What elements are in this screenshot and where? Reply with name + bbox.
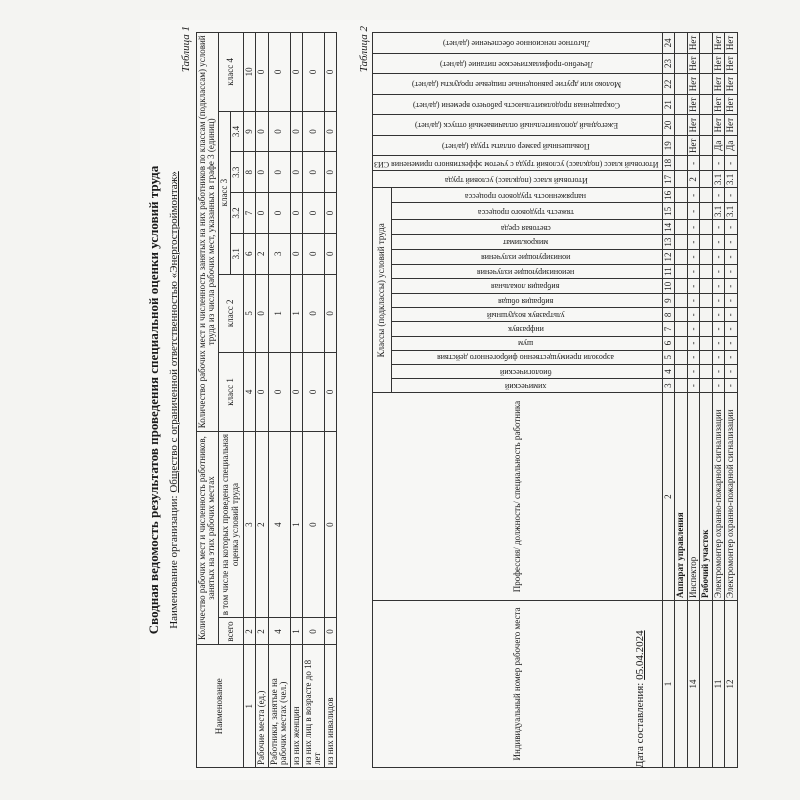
t2-value: Нет — [712, 33, 724, 54]
table-row — [302, 33, 324, 768]
t2-value: - — [687, 203, 699, 220]
t2-h-factor — [391, 250, 662, 265]
t1-value: 0 — [324, 233, 336, 274]
t2-h-factor-text: шум — [517, 339, 534, 349]
t2-value: - — [687, 379, 699, 393]
t2-empty — [675, 336, 687, 350]
t2-value: - — [712, 156, 724, 171]
t1-colnum: 9 — [243, 111, 255, 152]
t2-h-factor-text: Молоко или другие равноценные пищевые продукты (да/нет) — [411, 80, 621, 90]
t2-h-factor-text: Сокращенная продолжительность рабочего времени (да/нет) — [412, 100, 620, 110]
t1-colnum: 6 — [243, 233, 255, 274]
t2-colnum: 2 — [662, 393, 674, 601]
t2-value: 3.1 — [725, 203, 737, 220]
t2-empty — [675, 279, 687, 294]
t2-h-factor — [391, 336, 662, 350]
t1-value: 0 — [256, 274, 268, 353]
rotated-document — [140, 20, 736, 780]
t1-h-class2: класс 2 — [218, 274, 243, 353]
t2-h-factor — [391, 364, 662, 378]
t2-empty — [700, 308, 712, 322]
t2-empty — [675, 156, 687, 171]
organization-label: Наименование организации: — [168, 495, 180, 629]
t1-value: 0 — [256, 193, 268, 234]
t2-section-label: Аппарат управления — [675, 393, 687, 601]
t2-row-id: 11 — [712, 600, 724, 767]
t2-value: - — [712, 235, 724, 250]
t2-empty — [675, 53, 687, 74]
t1-value: 0 — [324, 431, 336, 618]
t2-value: - — [725, 336, 737, 350]
t1-colnum: 4 — [243, 353, 255, 432]
t1-h-class1: класс 1 — [218, 353, 243, 432]
t2-value: - — [725, 379, 737, 393]
t2-value: 3.1 — [725, 171, 737, 188]
t1-colnum: 10 — [243, 33, 255, 112]
t1-value: 1 — [268, 274, 290, 353]
t1-value: 0 — [324, 193, 336, 234]
t1-value: 0 — [290, 33, 302, 112]
t2-empty — [700, 350, 712, 364]
t2-h-factor — [391, 203, 662, 220]
t1-value: 1 — [290, 431, 302, 618]
t2-empty — [675, 250, 687, 265]
t2-h-factor-text: Итоговый класс (подкласс) условий труда — [444, 175, 588, 185]
t2-row-prof: Инспектор — [687, 393, 699, 601]
t1-value: 0 — [290, 111, 302, 152]
t1-colnum: 2 — [243, 618, 255, 645]
t2-empty — [700, 336, 712, 350]
t1-value: 2 — [256, 233, 268, 274]
table-row — [700, 33, 712, 768]
t2-value: - — [712, 188, 724, 203]
t2-h-factor — [391, 220, 662, 235]
t2-colnum: 15 — [662, 203, 674, 220]
t2-value: - — [725, 308, 737, 322]
t2-value: - — [712, 336, 724, 350]
t2-colnum: 1 — [662, 600, 674, 767]
t2-colnum: 12 — [662, 250, 674, 265]
t1-value: 0 — [268, 111, 290, 152]
t1-value: 0 — [256, 111, 268, 152]
t2-value: - — [687, 264, 699, 278]
t2-colnum: 5 — [662, 350, 674, 364]
t1-value: 3 — [268, 233, 290, 274]
t2-h-factor — [391, 294, 662, 308]
t1-colnum: 8 — [243, 152, 255, 193]
t2-value: 3.1 — [712, 203, 724, 220]
workplaces-table — [372, 32, 738, 768]
t1-value: 0 — [302, 431, 324, 618]
t2-empty — [700, 235, 712, 250]
t2-value: Нет — [725, 115, 737, 136]
t2-empty — [675, 264, 687, 278]
t2-value: Нет — [712, 53, 724, 74]
t2-empty — [700, 379, 712, 393]
t2-colnum: 20 — [662, 115, 674, 136]
t2-empty — [700, 135, 712, 156]
t2-empty — [700, 279, 712, 294]
date-value: 05.04.2024 — [634, 630, 646, 680]
t2-value: - — [687, 156, 699, 171]
t2-h-factor — [373, 53, 663, 74]
t1-value: 0 — [290, 233, 302, 274]
t2-empty — [675, 322, 687, 336]
t1-value: 1 — [290, 618, 302, 645]
t2-value: - — [725, 322, 737, 336]
t2-value: - — [725, 250, 737, 265]
t2-value: Нет — [725, 74, 737, 95]
t2-empty — [675, 235, 687, 250]
t2-empty — [700, 115, 712, 136]
t1-value: 0 — [256, 33, 268, 112]
t2-value: - — [725, 350, 737, 364]
t1-value: 0 — [290, 353, 302, 432]
t2-value: - — [725, 294, 737, 308]
t2-h-factor-text: Повышенный размер оплаты труда (да/нет) — [442, 141, 591, 151]
t2-colnum: 16 — [662, 188, 674, 203]
t1-value: 0 — [256, 152, 268, 193]
t1-value: 0 — [268, 353, 290, 432]
t2-colnum: 6 — [662, 336, 674, 350]
t1-h-count: Количество рабочих мест и численность работников, занятых на этих рабочих местах — [197, 431, 219, 645]
t2-value: - — [725, 264, 737, 278]
t2-value: - — [712, 294, 724, 308]
t2-empty — [700, 171, 712, 188]
t1-value: 0 — [302, 33, 324, 112]
t2-h-factor-text: биологический — [499, 367, 552, 377]
t2-colnum: 24 — [662, 33, 674, 54]
t2-empty — [675, 308, 687, 322]
t2-value: - — [712, 322, 724, 336]
t1-value: 2 — [256, 618, 268, 645]
t1-value: 0 — [302, 618, 324, 645]
t2-value: - — [725, 220, 737, 235]
t2-value: - — [687, 364, 699, 378]
t2-h-factor-text: вибрация локальная — [491, 282, 560, 292]
t2-value: - — [687, 250, 699, 265]
t2-value: - — [725, 188, 737, 203]
t2-h-factor — [391, 379, 662, 393]
t2-colnum: 14 — [662, 220, 674, 235]
t1-h-total: всего — [218, 618, 243, 645]
t2-empty — [675, 294, 687, 308]
t2-value: - — [687, 235, 699, 250]
t2-empty — [700, 250, 712, 265]
t2-h-factor — [391, 235, 662, 250]
organization-name: Общество с ограниченной ответственностью «Энергостроймонтаж» — [168, 171, 180, 493]
t2-empty — [700, 220, 712, 235]
t1-h-classes: Количество рабочих мест и численность занятых на них работников по классам (подклассам) условий труда из числа рабочих мест, указанных в графе 3 (единиц) — [197, 33, 219, 432]
t2-h-factor — [391, 308, 662, 322]
t2-value: - — [712, 364, 724, 378]
t2-value: - — [687, 336, 699, 350]
t2-empty — [675, 74, 687, 95]
t2-value: Нет — [712, 74, 724, 95]
t2-h-factor-text: инфразвук — [507, 325, 544, 335]
t2-value: Нет — [687, 74, 699, 95]
document-title: Сводная ведомость результатов проведения специальной оценки условий труда — [146, 165, 161, 635]
t1-value: 0 — [324, 152, 336, 193]
table-row — [256, 33, 268, 768]
t2-colnum: 4 — [662, 364, 674, 378]
t2-colnum: 3 — [662, 379, 674, 393]
t2-value: - — [687, 279, 699, 294]
t1-value: 0 — [302, 193, 324, 234]
t1-row-label: из них инвалидов — [324, 645, 336, 768]
t1-value: 0 — [290, 193, 302, 234]
t2-h-factor — [391, 322, 662, 336]
t2-h-factor-text: Итоговый класс (подкласс) условий труда с учетом эффективного применения СИЗ — [374, 159, 659, 169]
t2-h-factor-text: тяжесть трудового процесса — [477, 207, 574, 217]
t2-colnum: 19 — [662, 135, 674, 156]
t1-value: 0 — [302, 353, 324, 432]
t1-h-sub-32: 3.2 — [231, 193, 243, 234]
t2-empty — [675, 135, 687, 156]
t2-value: - — [712, 250, 724, 265]
table-row — [687, 33, 699, 768]
t2-row-id — [675, 600, 687, 767]
compilation-date — [634, 630, 646, 768]
t2-value: Нет — [712, 94, 724, 115]
t2-value: Да — [725, 135, 737, 156]
t1-h-class4: класс 4 — [218, 33, 243, 112]
t2-value: - — [725, 279, 737, 294]
t2-h-factor — [373, 115, 663, 136]
t2-h-factor-text: микроклимат — [502, 238, 549, 248]
t1-row-label: из них лиц в возрасте до 18 лет — [302, 645, 324, 768]
t2-value: Нет — [725, 33, 737, 54]
t2-h-factor — [373, 33, 663, 54]
t1-row-label: из них женщин — [290, 645, 302, 768]
t2-h-factor-text: Лечебно-профилактическое питание (да/нет) — [439, 59, 593, 69]
t2-empty — [675, 188, 687, 203]
t2-empty — [675, 115, 687, 136]
summary-table — [196, 32, 337, 768]
t2-empty — [700, 188, 712, 203]
t2-row-prof: Электромонтер охранно-пожарной сигнализации — [725, 393, 737, 601]
t2-empty — [700, 156, 712, 171]
t1-h-sub-33: 3.3 — [231, 152, 243, 193]
t1-value: 0 — [302, 111, 324, 152]
t2-value: - — [712, 350, 724, 364]
t2-value: - — [725, 364, 737, 378]
t1-row-label: Работники, занятые на рабочих местах (чел.) — [268, 645, 290, 768]
t1-value: 1 — [290, 274, 302, 353]
t1-value: 4 — [268, 618, 290, 645]
t2-colnum: 23 — [662, 53, 674, 74]
t2-empty — [675, 171, 687, 188]
t2-empty — [700, 294, 712, 308]
t2-value: Нет — [725, 53, 737, 74]
t2-value: 3.1 — [712, 171, 724, 188]
t2-colnum: 11 — [662, 264, 674, 278]
t2-colnum: 8 — [662, 308, 674, 322]
t1-value: 0 — [268, 152, 290, 193]
t2-value: - — [725, 235, 737, 250]
table-row — [675, 33, 687, 768]
t2-h-factor — [373, 171, 663, 188]
t2-h-factor-text: ионизирующие излучения — [480, 253, 571, 263]
t2-h-factor-text: Ежегодный дополнительный оплачиваемый отпуск (да/нет) — [414, 121, 618, 131]
t2-empty — [675, 203, 687, 220]
t1-row-label: Рабочие места (ед.) — [256, 645, 268, 768]
t2-h-factor-text: химический — [504, 381, 547, 391]
t2-h-id: Индивидуальный номер рабочего места — [373, 600, 663, 767]
t2-h-factor — [373, 74, 663, 95]
t1-value: 0 — [268, 33, 290, 112]
t2-h-factor-text: аэрозоли преимущественно фиброгенного действия — [437, 353, 614, 363]
table-row — [268, 33, 290, 768]
table1-caption: Таблица 1 — [180, 26, 192, 73]
t2-colnum: 10 — [662, 279, 674, 294]
t1-h-name: Наименование — [197, 645, 244, 768]
table-row — [712, 33, 724, 768]
t1-value: 0 — [324, 618, 336, 645]
t2-value: - — [712, 279, 724, 294]
t1-value: 0 — [256, 353, 268, 432]
t2-value: - — [687, 322, 699, 336]
t2-row-prof: Электромонтер охранно-пожарной сигнализации — [712, 393, 724, 601]
t1-colnum: 3 — [243, 431, 255, 618]
t2-h-factor — [391, 350, 662, 364]
t2-value: - — [687, 308, 699, 322]
t2-row-id: 14 — [687, 600, 699, 767]
t1-value: 0 — [324, 111, 336, 152]
t2-h-factor-text: световая среда — [500, 223, 551, 233]
t2-empty — [675, 33, 687, 54]
t1-value: 0 — [324, 33, 336, 112]
t2-empty — [700, 33, 712, 54]
t2-empty — [700, 94, 712, 115]
t2-value: - — [712, 220, 724, 235]
t2-empty — [700, 322, 712, 336]
t2-h-factor-text: вибрация общая — [497, 296, 554, 306]
t2-section-label: Рабочий участок — [700, 393, 712, 601]
t2-empty — [675, 364, 687, 378]
t1-value: 0 — [302, 233, 324, 274]
t2-colnum: 7 — [662, 322, 674, 336]
t2-empty — [700, 264, 712, 278]
t2-value: Да — [712, 135, 724, 156]
t2-h-factor — [391, 264, 662, 278]
t2-empty — [675, 94, 687, 115]
t2-h-factor — [391, 279, 662, 294]
organization-line — [168, 20, 180, 780]
t2-value: Нет — [687, 135, 699, 156]
t2-value: Нет — [687, 53, 699, 74]
table-row — [324, 33, 336, 768]
t2-row-id — [700, 600, 712, 767]
table2-caption: Таблица 2 — [358, 26, 370, 73]
t2-colnum: 9 — [662, 294, 674, 308]
t2-value: Нет — [687, 33, 699, 54]
t2-h-factor-text: напряженность трудового процесса — [464, 191, 586, 201]
t2-empty — [700, 53, 712, 74]
t2-h-factor — [373, 135, 663, 156]
t2-value: - — [712, 264, 724, 278]
t2-value: - — [687, 350, 699, 364]
t2-h-factor — [373, 94, 663, 115]
t2-empty — [700, 203, 712, 220]
t2-value: - — [712, 379, 724, 393]
t1-h-incl: в том числе на которых проведена специальная оценка условий труда — [218, 431, 243, 618]
t1-h-sub-31: 3.1 — [231, 233, 243, 274]
t2-h-factor-text: неионизирующие излучения — [476, 267, 575, 277]
t2-row-id: 12 — [725, 600, 737, 767]
t1-value: 0 — [268, 193, 290, 234]
t2-empty — [700, 364, 712, 378]
t2-value: Нет — [725, 94, 737, 115]
t2-h-prof: Профессия/ должность/ специальность работника — [373, 393, 663, 601]
t1-value: 0 — [302, 274, 324, 353]
t2-colnum: 18 — [662, 156, 674, 171]
t1-h-class3: класс 3 — [218, 111, 230, 274]
t2-value: - — [712, 308, 724, 322]
t2-h-factor-text: Льготное пенсионное обеспечение (да/нет) — [442, 39, 590, 49]
t2-value: 2 — [687, 171, 699, 188]
t2-colnum: 22 — [662, 74, 674, 95]
t1-colnum: 5 — [243, 274, 255, 353]
t2-h-classes: Классы (подклассы) условий труда — [373, 188, 392, 393]
t1-colnum: 7 — [243, 193, 255, 234]
t1-value: 0 — [302, 152, 324, 193]
t1-value: 2 — [256, 431, 268, 618]
t2-value: Нет — [712, 115, 724, 136]
t2-h-factor — [373, 156, 663, 171]
t1-h-sub-34: 3.4 — [231, 111, 243, 152]
t1-colnum: 1 — [243, 645, 255, 768]
t1-value: 0 — [324, 353, 336, 432]
t2-empty — [675, 350, 687, 364]
t2-colnum: 21 — [662, 94, 674, 115]
t2-h-factor-text: ультразвук воздушный — [486, 311, 565, 321]
t2-value: - — [687, 294, 699, 308]
t2-empty — [675, 379, 687, 393]
t2-empty — [675, 220, 687, 235]
t2-value: - — [725, 156, 737, 171]
date-label: Дата составления: — [634, 682, 646, 768]
t2-value: Нет — [687, 94, 699, 115]
t1-value: 0 — [324, 274, 336, 353]
table-row — [290, 33, 302, 768]
t2-colnum: 17 — [662, 171, 674, 188]
t2-value: Нет — [687, 115, 699, 136]
t2-value: - — [687, 188, 699, 203]
t1-value: 4 — [268, 431, 290, 618]
table-row — [725, 33, 737, 768]
t2-h-factor — [391, 188, 662, 203]
t2-value: - — [687, 220, 699, 235]
t1-value: 0 — [290, 152, 302, 193]
t2-colnum: 13 — [662, 235, 674, 250]
t2-empty — [700, 74, 712, 95]
